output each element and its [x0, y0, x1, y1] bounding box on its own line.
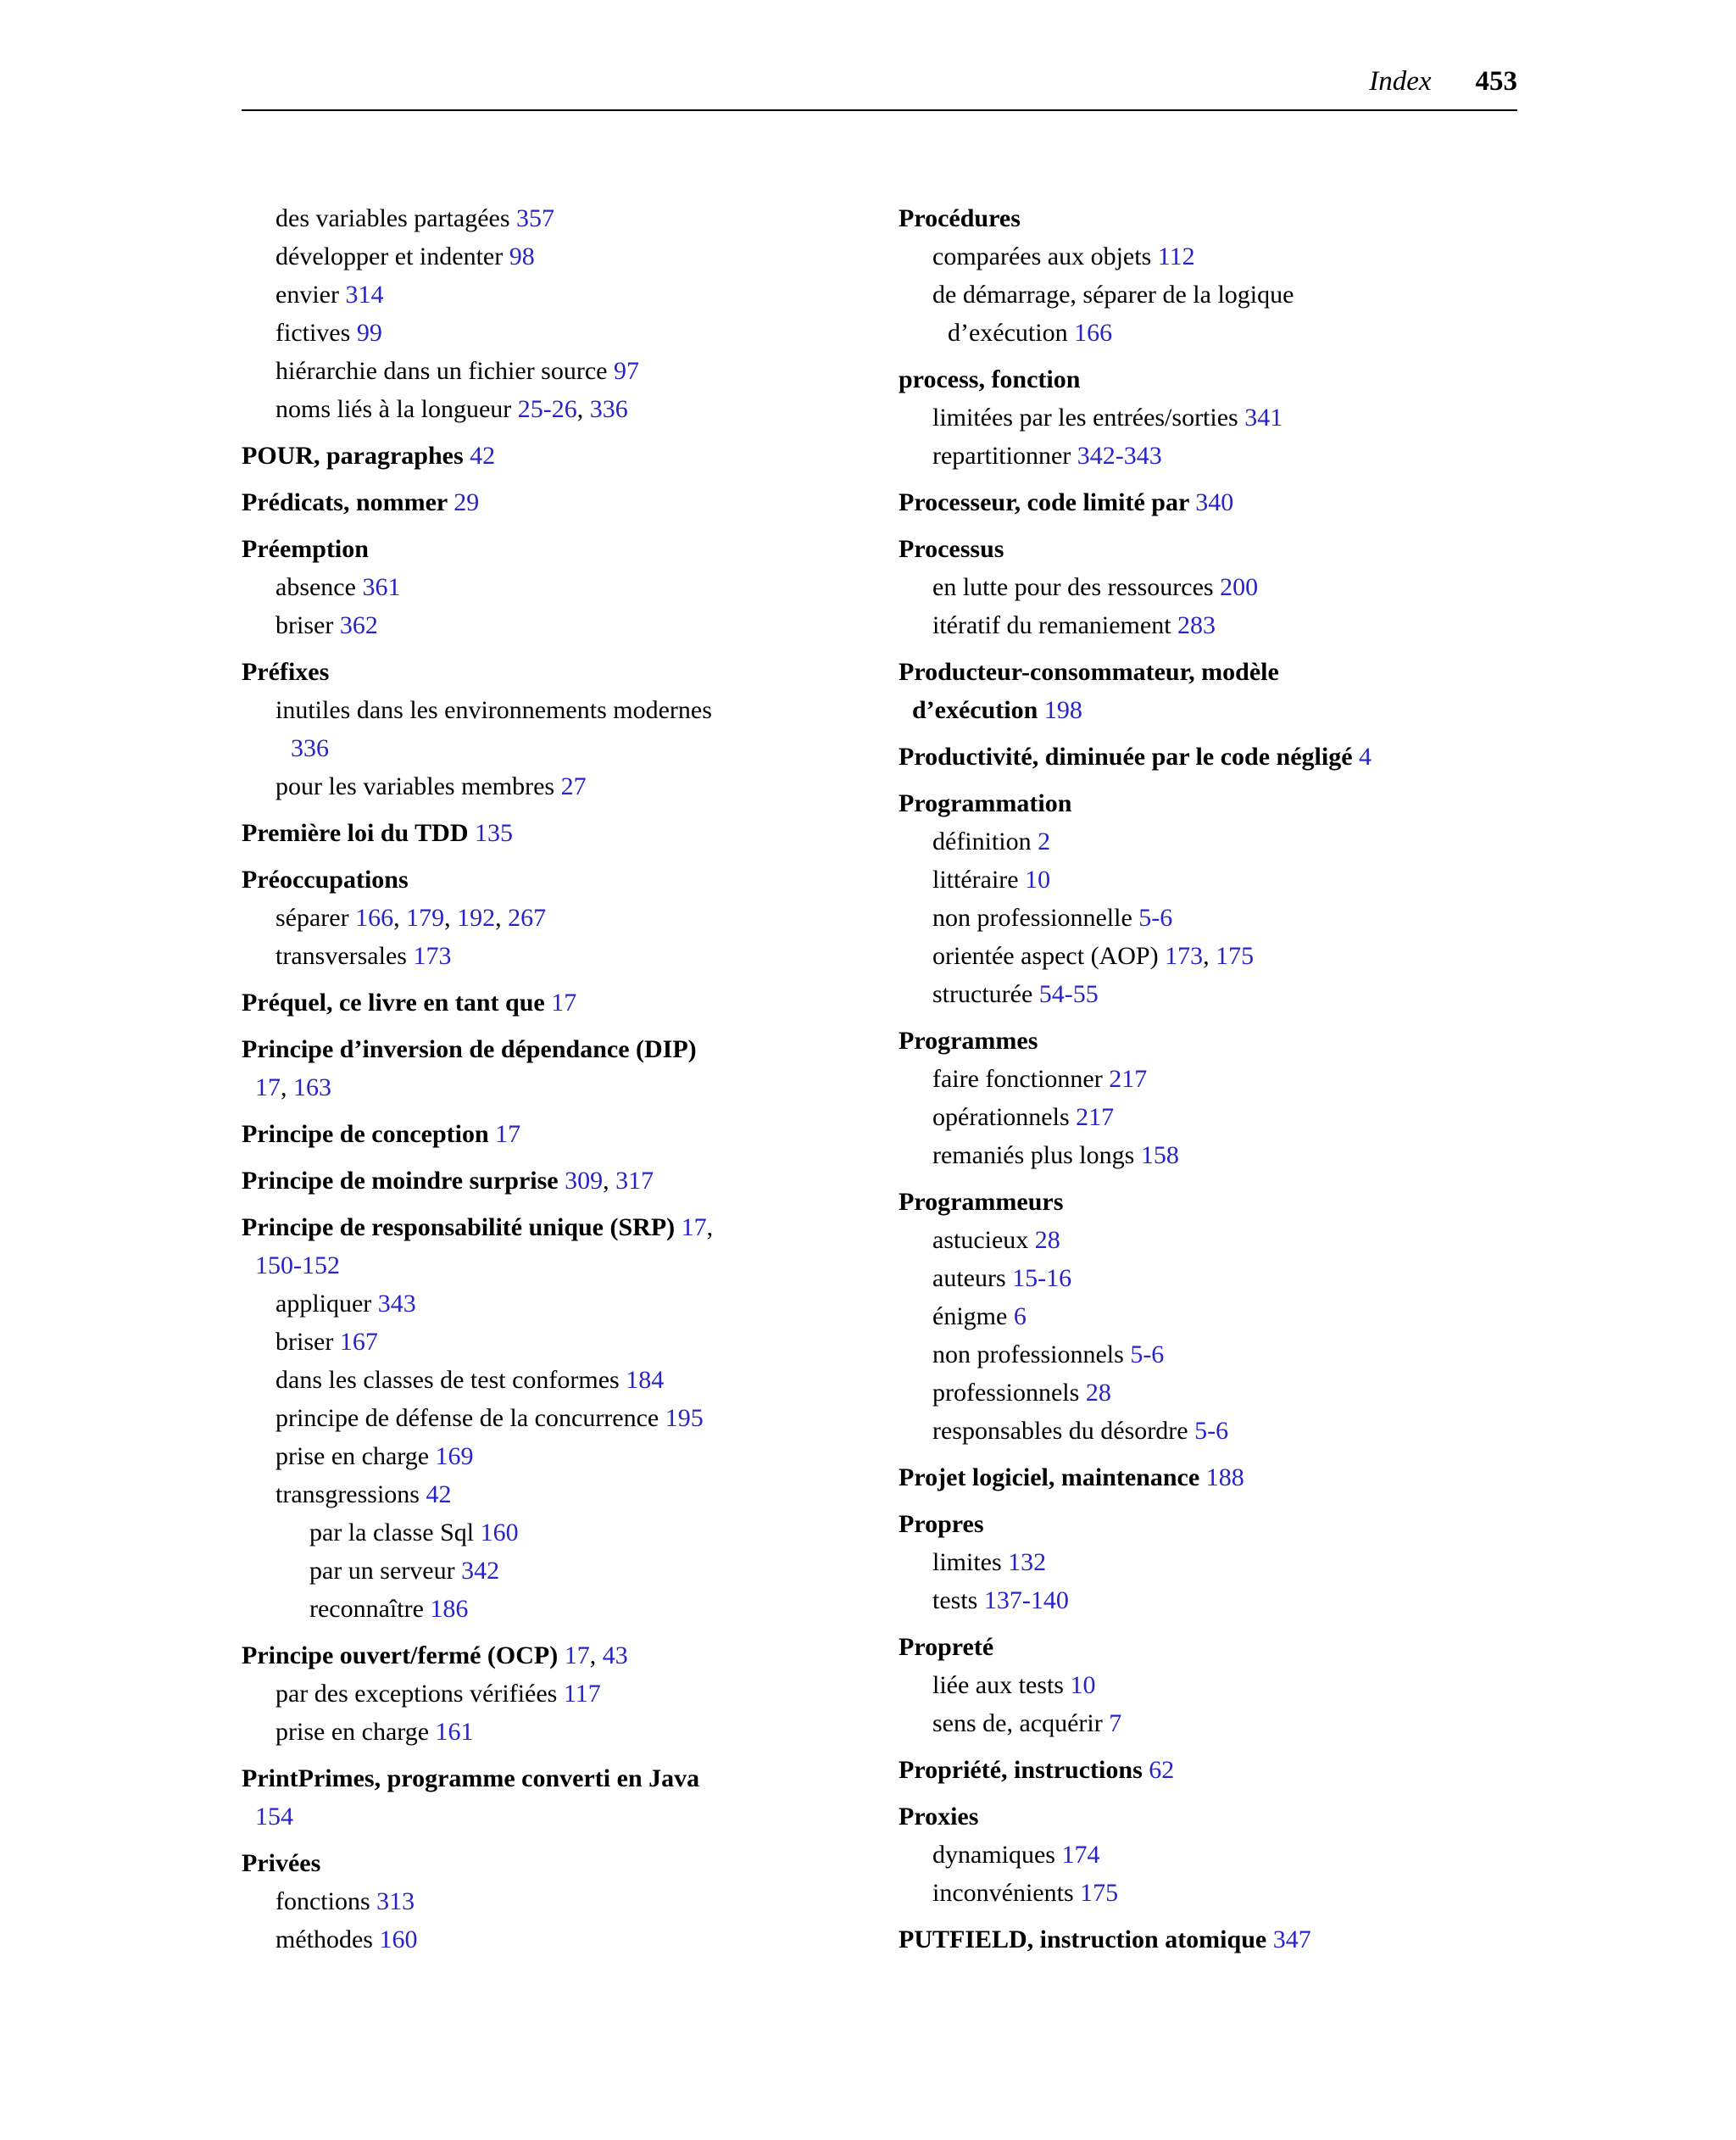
- page-reference-link[interactable]: 158: [1140, 1141, 1179, 1169]
- index-entry: [899, 1543, 1517, 1581]
- index-entry-text: principe de défense de la concurrence: [275, 1404, 665, 1432]
- index-entry-text: remaniés plus longs: [932, 1141, 1141, 1169]
- index-entry-text: limitées par les entrées/sorties: [932, 404, 1245, 432]
- page-reference-link[interactable]: 317: [615, 1167, 654, 1195]
- index-entry-text: structurée: [932, 980, 1039, 1008]
- index-entry-text: repartitionner: [932, 442, 1077, 470]
- page-reference-link[interactable]: 283: [1177, 611, 1216, 639]
- page-reference-link[interactable]: 184: [626, 1366, 665, 1394]
- index-entry-text: Projet logiciel, maintenance: [899, 1463, 1206, 1491]
- page-reference-link[interactable]: 135: [474, 819, 513, 847]
- index-entry: [242, 568, 826, 606]
- index-entry-text: liée aux tests: [932, 1671, 1071, 1699]
- index-entry-text: ,: [1203, 942, 1216, 970]
- page-reference-link[interactable]: 336: [291, 734, 329, 762]
- index-entry: [242, 1713, 826, 1751]
- index-entry-text: Propriété, instructions: [899, 1756, 1149, 1784]
- index-entry-text: Prédicats, nommer: [242, 488, 454, 516]
- index-entry-text: d’exécution: [948, 319, 1075, 347]
- index-entry: [242, 984, 826, 1022]
- index-entry-text: Processus: [899, 535, 1004, 563]
- index-entry: [242, 767, 826, 805]
- index-entry: [899, 237, 1517, 276]
- index-entry-text: noms liés à la longueur: [275, 395, 518, 423]
- index-entry: [899, 1920, 1517, 1959]
- index-entry: [242, 1208, 826, 1285]
- index-entry-text: par des exceptions vérifiées: [275, 1680, 564, 1708]
- index-entry-text: briser: [275, 611, 340, 639]
- index-entry: [242, 1844, 826, 1882]
- index-entry: [899, 937, 1517, 975]
- page-reference-link[interactable]: 5-6: [1138, 904, 1173, 932]
- index-entry: [899, 1628, 1517, 1666]
- index-entry: [899, 861, 1517, 899]
- index-entry-text: itératif du remaniement: [932, 611, 1178, 639]
- index-entry-text: non professionnelle: [932, 904, 1139, 932]
- index-entry-text: Programmation: [899, 789, 1072, 817]
- page-reference-link[interactable]: 5-6: [1130, 1340, 1165, 1368]
- index-entry-text: ,: [589, 1641, 603, 1669]
- page-reference-link[interactable]: 160: [480, 1519, 519, 1546]
- page-reference-link[interactable]: 166: [1074, 319, 1113, 347]
- index-entry-text: Préemption: [242, 535, 369, 563]
- page-reference-link[interactable]: 347: [1272, 1925, 1311, 1953]
- page-reference-link[interactable]: 198: [1043, 696, 1082, 724]
- header-rule: [242, 109, 1517, 111]
- page-reference-link[interactable]: 357: [516, 204, 555, 232]
- index-entry: [242, 1590, 826, 1628]
- index-entry-text: prise en charge: [275, 1718, 436, 1746]
- index-entry: [899, 1581, 1517, 1619]
- index-entry: [899, 899, 1517, 937]
- page-reference-link[interactable]: 6: [1013, 1302, 1027, 1330]
- index-entry: [899, 822, 1517, 861]
- index-entry: [899, 398, 1517, 437]
- page-reference-link[interactable]: 267: [508, 904, 547, 932]
- index-entry: [899, 1874, 1517, 1912]
- index-entry-text: tests: [932, 1586, 984, 1614]
- page-reference-link[interactable]: 17: [255, 1073, 281, 1101]
- page-reference-link[interactable]: 17: [681, 1213, 707, 1241]
- page-reference-link[interactable]: 173: [413, 942, 452, 970]
- index-entry: [242, 199, 826, 237]
- page-reference-link[interactable]: 362: [339, 611, 378, 639]
- page-reference-link[interactable]: 173: [1165, 942, 1204, 970]
- index-entry-text: Principe ouvert/fermé (OCP): [242, 1641, 565, 1669]
- index-entry-text: prise en charge: [275, 1442, 436, 1470]
- index-entry-text: définition: [932, 828, 1038, 855]
- index-entry-text: envier: [275, 281, 346, 309]
- index-entry: [242, 437, 826, 475]
- index-entry-text: par la classe Sql: [309, 1519, 481, 1546]
- index-entry-text: responsables du désordre: [932, 1417, 1195, 1445]
- page-reference-link[interactable]: 163: [293, 1073, 331, 1101]
- page-reference-link[interactable]: 28: [1034, 1226, 1060, 1254]
- page-reference-link[interactable]: 309: [565, 1167, 604, 1195]
- index-entry-text: Processeur, code limité par: [899, 488, 1196, 516]
- page-reference-link[interactable]: 154: [255, 1803, 293, 1831]
- page-reference-link[interactable]: 174: [1061, 1841, 1100, 1869]
- page-reference-link[interactable]: 342: [461, 1557, 500, 1585]
- page-reference-link[interactable]: 2: [1038, 828, 1051, 855]
- index-entry-text: Préoccupations: [242, 866, 409, 894]
- index-entry-text: limites: [932, 1548, 1009, 1576]
- page-reference-link[interactable]: 188: [1205, 1463, 1244, 1491]
- index-entry-text: briser: [275, 1328, 340, 1356]
- index-entry: [899, 1666, 1517, 1704]
- page-reference-link[interactable]: 314: [345, 281, 384, 309]
- index-entry-text: ,: [603, 1167, 616, 1195]
- index-entry-text: Programmes: [899, 1027, 1038, 1055]
- page-reference-link[interactable]: 17: [564, 1641, 590, 1669]
- index-entry: [242, 1399, 826, 1437]
- index-entry: [899, 653, 1517, 729]
- page-reference-link[interactable]: 10: [1070, 1671, 1096, 1699]
- index-entry-text: astucieux: [932, 1226, 1035, 1254]
- index-entry: [242, 861, 826, 899]
- index-entry-text: Principe d’inversion de dépendance (DIP): [242, 1035, 697, 1063]
- index-entry-text: inconvénients: [932, 1879, 1081, 1907]
- index-entry: [242, 606, 826, 644]
- header-page-number: 453: [1475, 66, 1517, 97]
- index-entry: [899, 975, 1517, 1013]
- index-entry: [899, 1183, 1517, 1221]
- index-entry: [899, 1136, 1517, 1174]
- index-entry-text: reconnaître: [309, 1595, 431, 1623]
- index-entry-text: non professionnels: [932, 1340, 1131, 1368]
- page-reference-link[interactable]: 62: [1149, 1756, 1175, 1784]
- page-reference-link[interactable]: 5-6: [1194, 1417, 1229, 1445]
- page-reference-link[interactable]: 336: [589, 395, 628, 423]
- index-entry: [899, 1098, 1517, 1136]
- index-entry: [242, 1552, 826, 1590]
- index-entry-text: ,: [576, 395, 590, 423]
- index-entry: [899, 568, 1517, 606]
- index-entry-text: séparer: [275, 904, 356, 932]
- page-reference-link[interactable]: 27: [560, 772, 587, 800]
- page-reference-link[interactable]: 195: [665, 1404, 704, 1432]
- index-entry: [242, 937, 826, 975]
- index-entry-text: en lutte pour des ressources: [932, 573, 1221, 601]
- page-reference-link[interactable]: 343: [377, 1290, 416, 1318]
- index-entry: [242, 1361, 826, 1399]
- page-content: [242, 66, 1517, 1959]
- index-entry: [899, 483, 1517, 521]
- page-reference-link[interactable]: 200: [1220, 573, 1259, 601]
- page-reference-link[interactable]: 175: [1080, 1879, 1119, 1907]
- page-reference-link[interactable]: 160: [379, 1925, 418, 1953]
- index-entry: [242, 814, 826, 852]
- index-entry-text: Préfixes: [242, 658, 330, 686]
- page-reference-link[interactable]: 17: [551, 989, 577, 1017]
- index-entry-text: appliquer: [275, 1290, 378, 1318]
- index-entry: [242, 483, 826, 521]
- index-entry-text: POUR, paragraphes: [242, 442, 470, 470]
- page-reference-link[interactable]: 43: [602, 1641, 628, 1669]
- index-entry-text: fonctions: [275, 1887, 377, 1915]
- index-entry-text: professionnels: [932, 1379, 1086, 1407]
- index-column-left: [242, 199, 826, 1959]
- index-entry: [899, 1751, 1517, 1789]
- page-reference-link[interactable]: 10: [1025, 866, 1051, 894]
- index-entry: [899, 1374, 1517, 1412]
- page-reference-link[interactable]: 15-16: [1012, 1264, 1072, 1292]
- page-reference-link[interactable]: 161: [435, 1718, 474, 1746]
- index-entry-text: process, fonction: [899, 365, 1081, 393]
- index-entry-text: Privées: [242, 1849, 321, 1877]
- index-entry-text: Principe de conception: [242, 1120, 496, 1148]
- page-reference-link[interactable]: 7: [1109, 1709, 1122, 1737]
- index-entry: [242, 530, 826, 568]
- page-header: [242, 66, 1517, 109]
- index-entry: [242, 1162, 826, 1200]
- index-entry: [899, 1022, 1517, 1060]
- index-entry-text: absence: [275, 573, 363, 601]
- page-reference-link[interactable]: 54-55: [1038, 980, 1099, 1008]
- index-entry-text: Propreté: [899, 1633, 994, 1661]
- index-entry-text: de démarrage, séparer de la logique: [932, 281, 1294, 309]
- index-entry-text: fictives: [275, 319, 357, 347]
- index-entry: [242, 1513, 826, 1552]
- index-entry-text: transgressions: [275, 1480, 426, 1508]
- page-reference-link[interactable]: 97: [613, 357, 639, 385]
- index-entry: [899, 738, 1517, 776]
- index-entry-text: Propres: [899, 1510, 984, 1538]
- index-entry-text: ,: [495, 904, 509, 932]
- page-reference-link[interactable]: 166: [355, 904, 394, 932]
- index-entry: [242, 390, 826, 428]
- page-reference-link[interactable]: 186: [430, 1595, 469, 1623]
- index-entry: [242, 1475, 826, 1513]
- index-entry: [899, 1221, 1517, 1259]
- index-entry: [899, 1836, 1517, 1874]
- page-reference-link[interactable]: 99: [356, 319, 382, 347]
- index-entry-text: transversales: [275, 942, 414, 970]
- index-entry: [242, 237, 826, 276]
- index-entry-text: méthodes: [275, 1925, 380, 1953]
- index-entry-text: dans les classes de test conformes: [275, 1366, 626, 1394]
- page-reference-link[interactable]: 117: [563, 1680, 601, 1708]
- page-reference-link[interactable]: 29: [453, 488, 480, 516]
- index-entry-text: Programmeurs: [899, 1188, 1064, 1216]
- index-entry: [242, 1285, 826, 1323]
- index-entry: [899, 1335, 1517, 1374]
- index-entry: [899, 199, 1517, 237]
- page-reference-link[interactable]: 132: [1008, 1548, 1047, 1576]
- index-entry-text: sens de, acquérir: [932, 1709, 1110, 1737]
- index-entry-text: Préquel, ce livre en tant que: [242, 989, 552, 1017]
- index-entry-text: par un serveur: [309, 1557, 462, 1585]
- index-entry-text: comparées aux objets: [932, 242, 1158, 270]
- page-reference-link[interactable]: 98: [509, 242, 535, 270]
- index-entry-text: pour les variables membres: [275, 772, 561, 800]
- index-entry-text: ,: [444, 904, 458, 932]
- page-reference-link[interactable]: 112: [1157, 242, 1195, 270]
- index-entry: [899, 437, 1517, 475]
- index-entry: [242, 314, 826, 352]
- index-entry: [242, 1882, 826, 1920]
- index-entry: [242, 1437, 826, 1475]
- page-reference-link[interactable]: 341: [1244, 404, 1283, 432]
- page-reference-link[interactable]: 150-152: [255, 1251, 340, 1279]
- index-entry: [242, 276, 826, 314]
- index-entry-text: énigme: [932, 1302, 1014, 1330]
- index-entry-text: des variables partagées: [275, 204, 517, 232]
- index-entry: [242, 691, 826, 767]
- index-entry-text: Productivité, diminuée par le code négligé: [899, 743, 1360, 771]
- index-entry-text: PrintPrimes, programme converti en Java: [242, 1764, 700, 1792]
- index-entry: [899, 530, 1517, 568]
- index-entry-text: Principe de moindre surprise: [242, 1167, 565, 1195]
- index-entry: [242, 1323, 826, 1361]
- index-entry: [242, 653, 826, 691]
- index-entry: [242, 1675, 826, 1713]
- page-reference-link[interactable]: 361: [362, 573, 401, 601]
- page-reference-link[interactable]: 313: [376, 1887, 415, 1915]
- index-entry-text: littéraire: [932, 866, 1026, 894]
- page-reference-link[interactable]: 217: [1109, 1065, 1148, 1093]
- index-entry: [242, 352, 826, 390]
- index-entry: [899, 1505, 1517, 1543]
- header-index-label: Index: [1369, 66, 1432, 97]
- index-columns: [242, 199, 1517, 1959]
- index-entry: [242, 1115, 826, 1153]
- index-entry-text: dynamiques: [932, 1841, 1062, 1869]
- index-entry: [242, 1636, 826, 1675]
- index-entry-text: orientée aspect (AOP): [932, 942, 1166, 970]
- index-entry-text: Proxies: [899, 1803, 979, 1831]
- index-entry: [899, 276, 1517, 352]
- index-entry: [242, 1030, 826, 1106]
- index-entry-text: Procédures: [899, 204, 1021, 232]
- index-entry-text: hiérarchie dans un fichier source: [275, 357, 614, 385]
- index-column-right: [899, 199, 1517, 1959]
- page-reference-link[interactable]: 217: [1076, 1103, 1115, 1131]
- index-entry: [242, 1759, 826, 1836]
- page-reference-link[interactable]: 42: [470, 442, 496, 470]
- index-entry: [899, 1297, 1517, 1335]
- index-entry: [899, 1060, 1517, 1098]
- index-entry-text: d’exécution: [912, 696, 1044, 724]
- page-reference-link[interactable]: 192: [457, 904, 496, 932]
- index-entry-text: ,: [281, 1073, 293, 1101]
- index-entry-text: Première loi du TDD: [242, 819, 475, 847]
- index-entry-text: ,: [393, 904, 407, 932]
- index-entry: [899, 1797, 1517, 1836]
- index-entry-text: faire fonctionner: [932, 1065, 1110, 1093]
- index-entry-text: auteurs: [932, 1264, 1013, 1292]
- index-entry: [899, 1259, 1517, 1297]
- page-reference-link[interactable]: 169: [435, 1442, 474, 1470]
- index-entry-text: inutiles dans les environnements modernes: [275, 696, 712, 724]
- index-entry-text: Producteur-consommateur, modèle: [899, 658, 1279, 686]
- page-reference-link[interactable]: 42: [426, 1480, 452, 1508]
- page-reference-link[interactable]: 25-26: [517, 395, 577, 423]
- index-entry: [899, 1458, 1517, 1496]
- index-entry: [242, 1920, 826, 1959]
- index-entry-text: Principe de responsabilité unique (SRP): [242, 1213, 682, 1241]
- index-entry-text: ,: [706, 1213, 714, 1241]
- index-entry: [899, 784, 1517, 822]
- page-reference-link[interactable]: 137-140: [983, 1586, 1069, 1614]
- page-reference-link[interactable]: 342-343: [1077, 442, 1162, 470]
- index-entry: [899, 606, 1517, 644]
- index-entry-text: opérationnels: [932, 1103, 1077, 1131]
- index-entry-text: développer et indenter: [275, 242, 509, 270]
- index-entry: [899, 1704, 1517, 1742]
- page-reference-link[interactable]: 167: [339, 1328, 378, 1356]
- index-entry-text: PUTFIELD, instruction atomique: [899, 1925, 1273, 1953]
- index-entry: [242, 899, 826, 937]
- page-reference-link[interactable]: 4: [1359, 743, 1372, 771]
- index-entry: [899, 360, 1517, 398]
- page-reference-link[interactable]: 175: [1216, 942, 1255, 970]
- page-reference-link[interactable]: 179: [406, 904, 445, 932]
- page-reference-link[interactable]: 17: [495, 1120, 521, 1148]
- page-reference-link[interactable]: 340: [1195, 488, 1234, 516]
- index-entry: [899, 1412, 1517, 1450]
- page-reference-link[interactable]: 28: [1085, 1379, 1111, 1407]
